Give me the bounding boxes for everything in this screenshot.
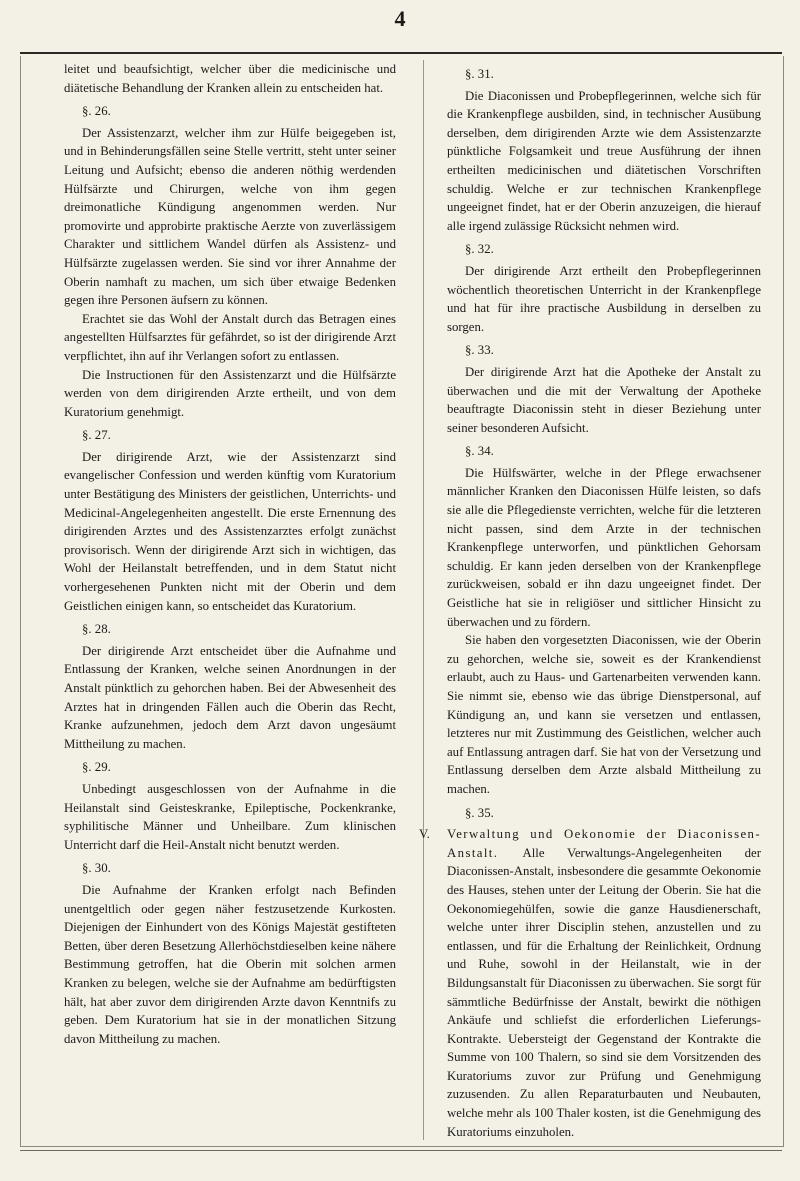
- paragraph: Erachtet sie das Wohl der Anstalt durch das Betragen eines angestellten Hülfsarztes für gefährdet, so ist der dirigirende Arzt verpflichtet, ihn auf ihr Verlangen sofort zu entlassen.: [64, 311, 396, 363]
- paragraph: Der dirigirende Arzt ertheilt den Probepflegerinnen wöchentlich theoretischen Unterricht in der Krankenpflege und hat für ihre practische Ausbildung in derselben zu sorgen.: [447, 263, 761, 334]
- section-heading: §. 31.: [465, 67, 494, 81]
- paragraph: Die Instructionen für den Assistenzarzt und die Hülfsärzte werden von dem dirigirenden Arzte ertheilt, und von dem Kuratorium genehmigt.: [64, 367, 396, 419]
- paragraph: Der dirigirende Arzt hat die Apotheke der Anstalt zu überwachen und die mit der Verwaltung der Apotheke beauftragte Diaconissin steht in dieser Beziehung unter seiner besonderen Aufsicht.: [447, 364, 761, 435]
- section-heading: §. 27.: [82, 428, 111, 443]
- paragraph: Die Aufnahme der Kranken erfolgt nach Befinden unentgeltlich oder gegen näher festzusetzende Kurkosten. Diejenigen der Einhundert von des Königs Majestät gestifteten Betten, über deren Besetzung Allerhöchstdieselben keine nähere Bestimmung getroffen, hat die Oberin mit solchen armen Kranken zu belegen, welche sie der Aufnahme am bedürftigsten hält, hat aber zuvor dem dirigirenden Arzte davon Kenntnifs zu geben. Dem Kuratorium hat sie in der monatlichen Sitzung davon Mittheilung zu machen.: [64, 882, 396, 1046]
- chapter-heading: Verwaltung und Oekonomie der Diaconissen-Anstalt.: [447, 827, 761, 860]
- chapter-marker: V.: [419, 827, 430, 842]
- section-heading: §. 34.: [465, 444, 494, 459]
- right-column: [419, 60, 761, 1145]
- column-divider: [423, 60, 424, 1140]
- section-heading: §. 35.: [465, 805, 494, 820]
- paragraph: leitet und beaufsichtigt, welcher über die medicinische und diätetische Behandlung der Kranken allein zu entscheiden hat.: [64, 62, 396, 95]
- section-heading: §. 32.: [465, 242, 494, 257]
- chapter-paragraph: [419, 825, 761, 1141]
- section-heading: §. 30.: [82, 861, 111, 876]
- paragraph-text: Alle Verwaltungs-Angelegenheiten der Diaconissen-Anstalt, insbesondere die gesammte Oekonomie des Hauses, stehen unter der Leitung der Oberin. Sie hat die Oekonomiegehülfen, sowie die ganze Hausdienerschaft, welche unter ihrer Disciplin stehen, anzustellen und zu entlassen, und für die Erhaltung der Reinlichkeit, Ordnung und Ruhe, sowohl in der Heilanstalt, wie in der Bildungsanstalt für Diaconissen zu überwachen. Sie sorgt für sämmtliche Bedürfnisse der Anstalt, bewirkt die nöthigen Ankäufe und schliefst die erforderlichen Lieferungs-Kontrakte. Uebersteigt der Gegenstand der Kontrakte die Summe von 100 Thalern, so sind sie dem Vorsitzenden des Kuratoriums zuvor zur Prüfung und Genehmigung zuzusenden. Zu allen Reparaturbauten und Neubauten, welche mehr als 100 Thaler kosten, ist die Genehmigung des Kuratoriums einzuholen.: [447, 845, 761, 1139]
- paragraph: Sie haben den vorgesetzten Diaconissen, wie der Oberin zu gehorchen, welche sie, soweit es der Krankendienst erlaubt, auch zu Haus- und Gartenarbeiten verwenden kann. Sie nimmt sie, ebenso wie das übrige Dienstpersonal, auf Kündigung an, und kann sie versetzen und entlassen, letzteres nur mit Zustimmung des Geistlichen, welcher auch auf Entlassung antragen darf. Sie hat von der Versetzung und Entlassung derselben dem Arzte alsbald Mittheilung zu machen.: [447, 633, 761, 796]
- paragraph: Die Hülfswärter, welche in der Pflege erwachsener männlicher Kranken den Diaconissen Hülfe leisten, so dafs sie alle die Pflegedienste verrichten, welche für die letzteren nicht passen, sind dem Arzte in der technischen Krankenpflege unterworfen, und pünktlichen Gehorsam schuldig. Er kann jeden derselben von der Krankenpflege zurückweisen, sobald er ihn dazu ungeeignet findet. Der Geistliche hat sie in religiöser und sittlicher Hinsicht zu überwachen und zu fördern.: [447, 465, 761, 629]
- page-number: 4: [394, 6, 406, 31]
- section-heading: §. 29.: [82, 760, 111, 775]
- paragraph: Unbedingt ausgeschlossen von der Aufnahme in die Heilanstalt sind Geisteskranke, Epileptische, Pockenkranke, syphilitische Männer und Unheilbare. Zum klinischen Unterricht darf die Heil-Anstalt nicht benutzt werden.: [64, 781, 396, 852]
- top-rule: [20, 52, 782, 54]
- left-column: [64, 60, 396, 1145]
- paragraph: Der Assistenzarzt, welcher ihm zur Hülfe beigegeben ist, und in Behinderungsfällen seine Stelle vertritt, steht unter seiner Leitung und Aufsicht; ebenso die anderen nöthig werdenden Hülfsärzte und Chirurgen, welche von ihm gegen dreimonatliche Kündigung angenommen werden. Nur promovirte und approbirte praktische Aerzte von zuverlässigem Charakter und sittlichem Wandel dürfen als Assistenz- und Hülfsärzte zugelassen werden. Sie sind vor ihrer Annahme der Oberin namhaft zu machen, um sich über etwaige Bedenken gegen ihre Personen äufsern zu können.: [64, 125, 396, 308]
- paragraph: Der dirigirende Arzt, wie der Assistenzarzt sind evangelischer Confession und werden künftig vom Kuratorium unter Bestätigung des Ministers der geistlichen, Unterrichts- und Medicinal-Angelegenheiten angestellt. Die erste Ernennung des dirigirenden Arztes und des Assistenzarztes erfolgt zunächst provisorisch. Wenn der dirigirende Arzt sich in wichtigen, das Wohl der Heilanstalt betreffenden, und in dem Statut nicht vorhergesehenen Punkten nicht mit der Oberin und dem Geistlichen einigen kann, so entscheidet das Kuratorium.: [64, 449, 396, 613]
- paragraph: Der dirigirende Arzt entscheidet über die Aufnahme und Entlassung der Kranken, welche seinen Anordnungen in der Anstalt pünktlich zu gehorchen haben. Bei der Abwesenheit des Arztes hat in dringenden Fällen auch die Oberin das Recht, Kranke aufzunehmen, jedoch dem Arzt davon ungesäumt Mittheilung zu machen.: [64, 643, 396, 751]
- section-heading: §. 26.: [82, 104, 111, 119]
- paragraph: Die Diaconissen und Probepflegerinnen, welche sich für die Krankenpflege ausbilden, sind, in technischer Ausübung derselben, dem dirigirenden Arzte wie dem Assistenzarzte pünktliche Folgsamkeit und treue Ausführung der ihnen ertheilten medicinischen und diätetischen Vorschriften schuldig. Welche er zur technischen Krankenpflege ungeeignet findet, hat er der Oberin anzuzeigen, die hierauf alle irgend zulässige Rücksicht nehmen wird.: [447, 88, 761, 233]
- section-heading: §. 33.: [465, 343, 494, 358]
- bottom-rule: [20, 1150, 782, 1151]
- section-heading: §. 28.: [82, 622, 111, 637]
